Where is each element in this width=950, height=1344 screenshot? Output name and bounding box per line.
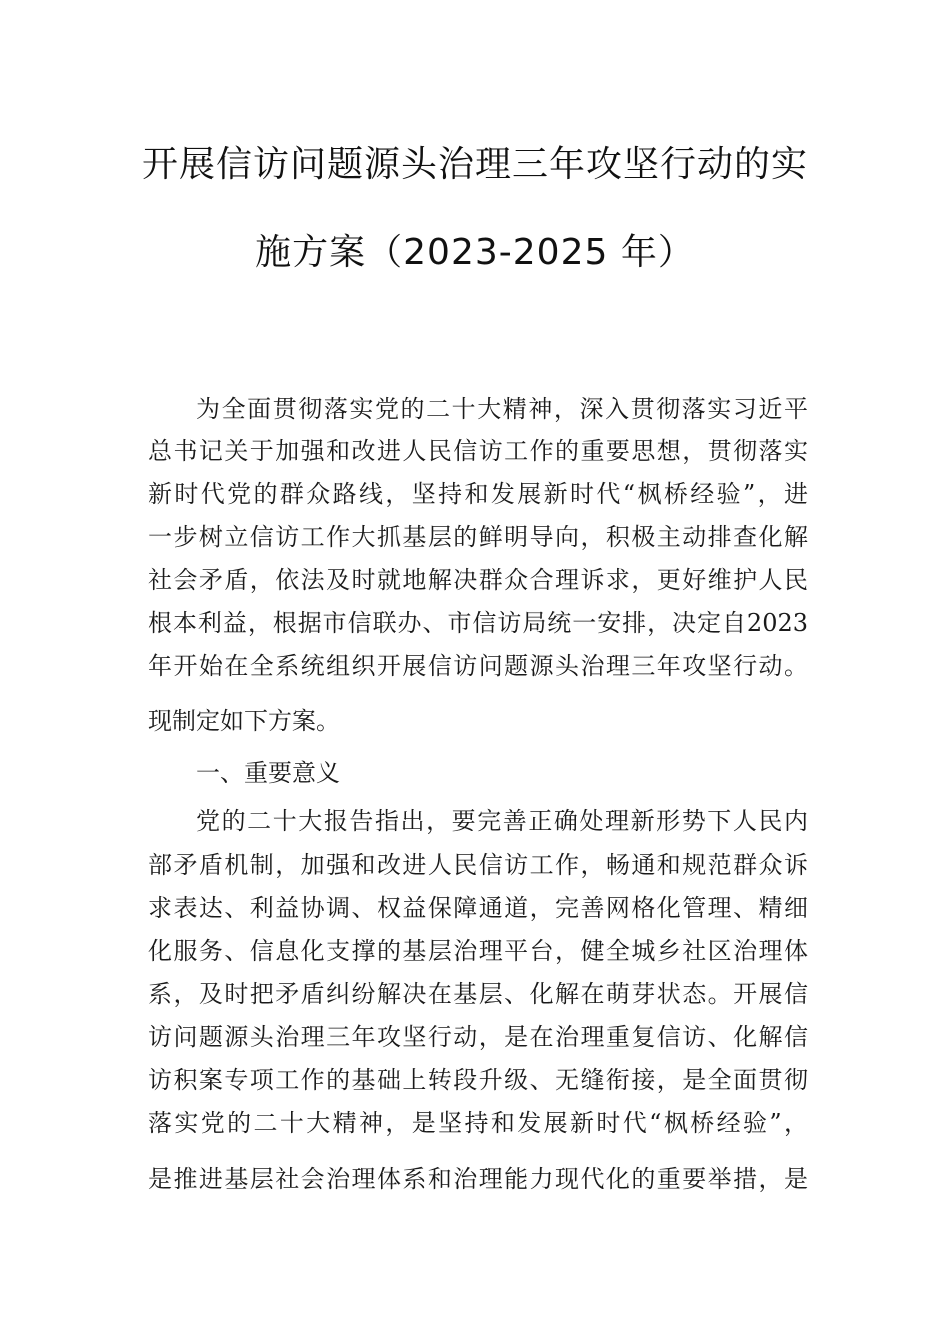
paragraph-line: 系，及时把矛盾纠纷解决在基层、化解在萌芽状态。开展信: [148, 980, 808, 1008]
document-title-line-1: 开展信访问题源头治理三年攻坚行动的实: [141, 144, 808, 185]
paragraph-line: 化服务、信息化支撑的基层治理平台，健全城乡社区治理体: [148, 937, 808, 965]
paragraph-line: 是推进基层社会治理体系和治理能力现代化的重要举措，是: [148, 1165, 808, 1193]
paragraph-line: 访问题源头治理三年攻坚行动，是在治理重复信访、化解信: [148, 1023, 808, 1051]
paragraph-line: 年开始在全系统组织开展信访问题源头治理三年攻坚行动。: [148, 652, 808, 680]
paragraph-line: 现制定如下方案。: [148, 707, 340, 735]
section-heading: 一、重要意义: [196, 759, 340, 787]
paragraph-line: 求表达、利益协调、权益保障通道，完善网格化管理、精细: [148, 894, 808, 922]
paragraph-line: 落实党的二十大精神，是坚持和发展新时代“枫桥经验”，: [148, 1109, 808, 1137]
paragraph-line: 一步树立信访工作大抓基层的鲜明导向，积极主动排查化解: [148, 523, 808, 551]
paragraph-line: 根本利益，根据市信联办、市信访局统一安排，决定自2023: [148, 609, 808, 637]
paragraph-line: 党的二十大报告指出，要完善正确处理新形势下人民内: [196, 807, 808, 835]
paragraph-line: 社会矛盾，依法及时就地解决群众合理诉求，更好维护人民: [148, 566, 808, 594]
document-title-line-2: 施方案（2023-2025 年）: [255, 232, 695, 273]
paragraph-line: 访积案专项工作的基础上转段升级、无缝衔接，是全面贯彻: [148, 1066, 808, 1094]
paragraph-line: 新时代党的群众路线，坚持和发展新时代“枫桥经验”，进: [148, 480, 808, 508]
paragraph-line: 总书记关于加强和改进人民信访工作的重要思想，贯彻落实: [148, 437, 808, 465]
paragraph-line: 部矛盾机制，加强和改进人民信访工作，畅通和规范群众诉: [148, 851, 808, 879]
paragraph-line: 为全面贯彻落实党的二十大精神，深入贯彻落实习近平: [196, 395, 808, 423]
